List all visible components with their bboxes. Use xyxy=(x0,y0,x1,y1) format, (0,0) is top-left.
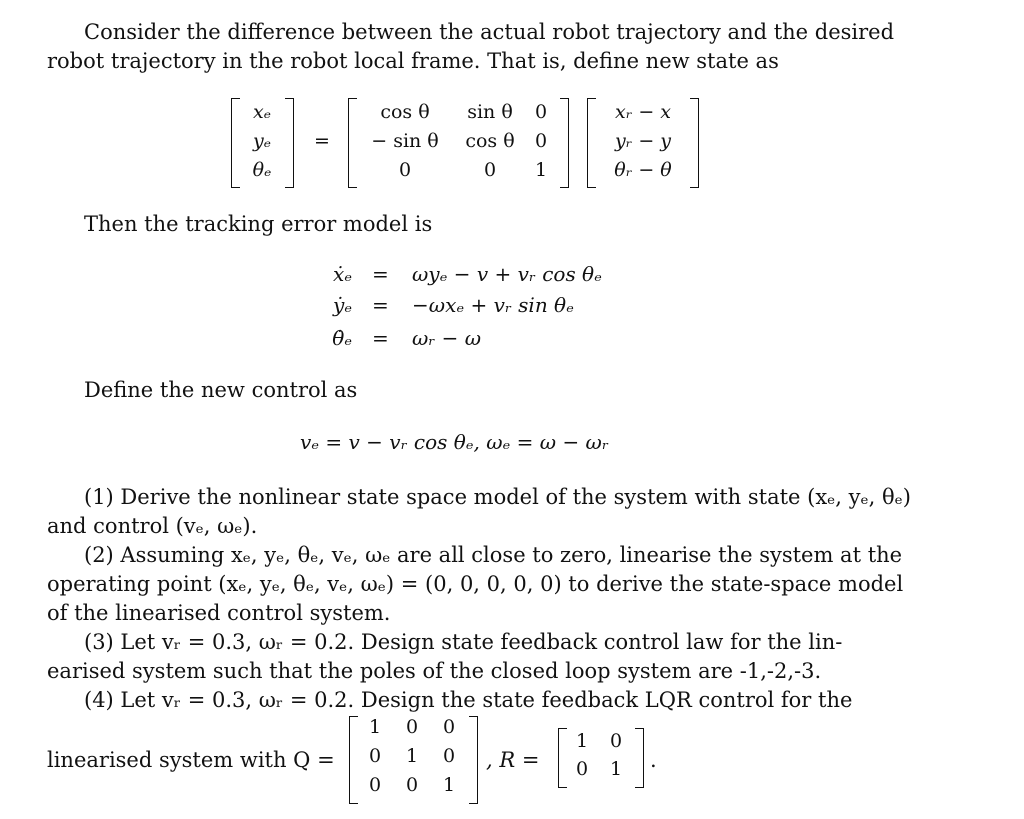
rot-cell: − sin θ xyxy=(371,130,439,152)
question-2-line-1: (2) Assuming xₑ, yₑ, θₑ, vₑ, ωₑ are all close to zero, linearise the system at the xyxy=(84,543,903,567)
question-2-line-3: of the linearised control system. xyxy=(47,601,391,625)
tracking-rhs: −ωxₑ + vᵣ sin θₑ xyxy=(412,293,574,317)
r-cell: 1 xyxy=(609,758,623,780)
state-thetae: θₑ xyxy=(252,159,272,181)
intro-line-2: robot trajectory in the robot local frame. That is, define new state as xyxy=(47,49,779,73)
question-1-line-2: and control (vₑ, ωₑ). xyxy=(47,514,258,538)
tracking-rhs: ωyₑ − v + vᵣ cos θₑ xyxy=(412,262,602,286)
rot-cell: sin θ xyxy=(467,101,513,123)
bracket xyxy=(348,98,357,188)
tracking-lhs: ẏₑ xyxy=(332,293,352,317)
rot-cell: 0 xyxy=(398,159,412,181)
bracket xyxy=(635,728,644,788)
rot-cell: 0 xyxy=(534,130,548,152)
state-ye: yₑ xyxy=(252,130,272,152)
bracket xyxy=(690,98,699,188)
q-cell: 0 xyxy=(405,716,419,738)
rhs-cell: θᵣ − θ xyxy=(614,159,672,181)
q-cell: 0 xyxy=(368,745,382,767)
q-cell: 1 xyxy=(442,774,456,796)
question-3-line-2: earised system such that the poles of the closed loop system are -1,-2,-3. xyxy=(47,659,822,683)
question-4-line-1: (4) Let vᵣ = 0.3, ωᵣ = 0.2. Design the state feedback LQR control for the xyxy=(84,688,853,712)
intro-line-1: Consider the difference between the actual robot trajectory and the desired xyxy=(84,20,895,44)
question-1-line-1: (1) Derive the nonlinear state space model of the system with state (xₑ, yₑ, θₑ) xyxy=(84,485,911,509)
control-equation: vₑ = v − vᵣ cos θₑ, ωₑ = ω − ωᵣ xyxy=(300,430,609,454)
tracking-label: Then the tracking error model is xyxy=(84,212,433,236)
question-3-line-1: (3) Let vᵣ = 0.3, ωᵣ = 0.2. Design state feedback control law for the lin- xyxy=(84,630,843,654)
bracket xyxy=(231,98,240,188)
bracket xyxy=(285,98,294,188)
rot-cell: cos θ xyxy=(465,130,515,152)
rhs-cell: xᵣ − x xyxy=(614,101,672,123)
tracking-rhs: ωᵣ − ω xyxy=(412,326,482,350)
question-2-line-2: operating point (xₑ, yₑ, θₑ, vₑ, ωₑ) = (0, 0, 0, 0, 0) to derive the state-space model xyxy=(47,572,904,596)
tracking-lhs: ẋₑ xyxy=(332,262,352,286)
bracket xyxy=(587,98,596,188)
rot-cell: 0 xyxy=(534,101,548,123)
question-4-end: . xyxy=(650,748,657,772)
q-cell: 0 xyxy=(405,774,419,796)
control-label: Define the new control as xyxy=(84,378,358,402)
tracking-eq: = xyxy=(372,262,389,286)
q-cell: 0 xyxy=(442,716,456,738)
bracket xyxy=(349,716,358,804)
tracking-eq: = xyxy=(372,293,389,317)
q-cell: 0 xyxy=(368,774,382,796)
rot-cell: 0 xyxy=(483,159,497,181)
tracking-eq: = xyxy=(372,326,389,350)
question-4-r-label: , R = xyxy=(486,748,540,772)
state-xe: xₑ xyxy=(252,101,272,123)
tracking-lhs: θ̇ₑ xyxy=(332,326,352,350)
rot-cell: cos θ xyxy=(380,101,430,123)
q-cell: 0 xyxy=(442,745,456,767)
rot-cell: 1 xyxy=(534,159,548,181)
r-cell: 1 xyxy=(575,730,589,752)
r-cell: 0 xyxy=(575,758,589,780)
bracket xyxy=(560,98,569,188)
bracket xyxy=(558,728,567,788)
q-cell: 1 xyxy=(405,745,419,767)
bracket xyxy=(469,716,478,804)
rhs-cell: yᵣ − y xyxy=(614,130,672,152)
equals-sign: = xyxy=(314,130,330,152)
question-4-prefix: linearised system with Q = xyxy=(47,748,335,772)
q-cell: 1 xyxy=(368,716,382,738)
r-cell: 0 xyxy=(609,730,623,752)
